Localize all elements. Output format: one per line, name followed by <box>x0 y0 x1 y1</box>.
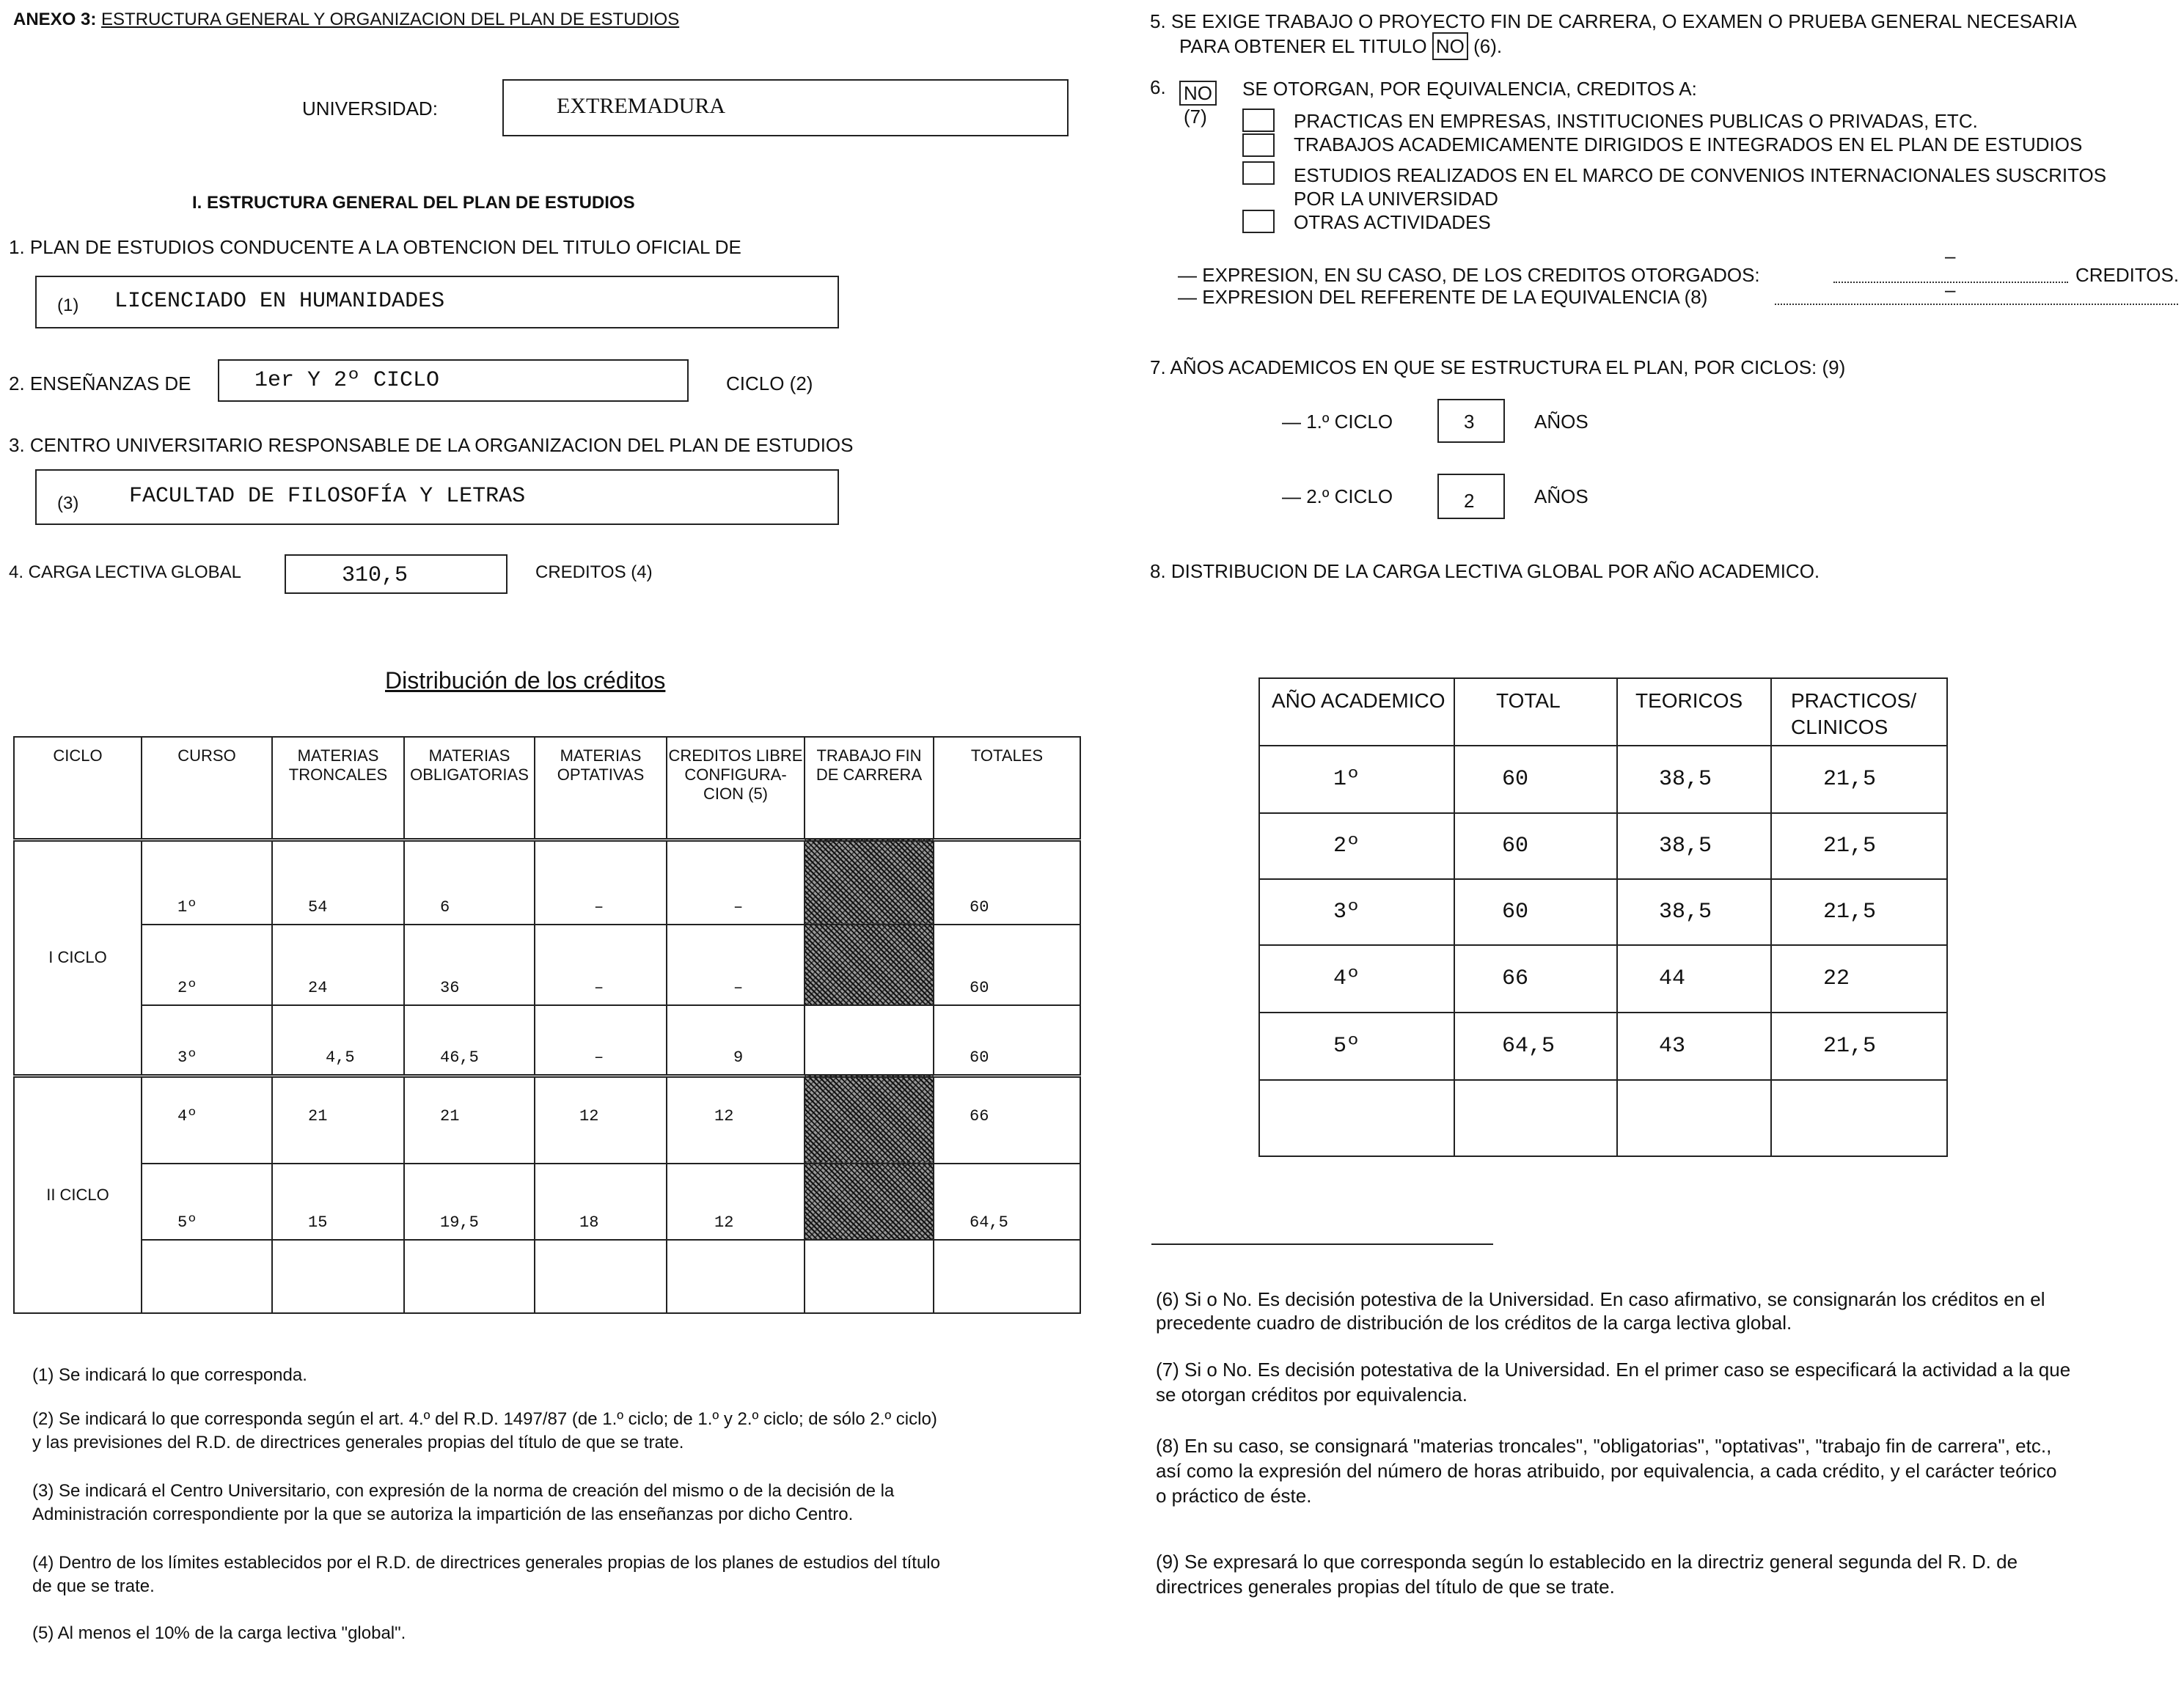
item3-label: 3. CENTRO UNIVERSITARIO RESPONSABLE DE LA ORGANIZACION DEL PLAN DE ESTUDIOS <box>9 434 854 456</box>
university-label: UNIVERSIDAD: <box>302 98 438 120</box>
item6-ref: (7) <box>1184 106 1207 128</box>
item4-suffix: CREDITOS (4) <box>535 562 653 582</box>
optativas-cell: 12 <box>535 1076 667 1164</box>
item6-answer-box: NO <box>1179 81 1217 106</box>
col-header-libre: CREDITOS LIBRE CONFIGURA- CION (5) <box>667 737 805 840</box>
trabajo-hatched-cell <box>805 1076 934 1164</box>
col-header-obligatorias: MATERIAS OBLIGATORIAS <box>404 737 535 840</box>
option-label: OTRAS ACTIVIDADES <box>1294 211 1491 233</box>
practicos-cell: 21,5 <box>1771 746 1947 813</box>
libre-cell: – <box>667 925 805 1005</box>
table-row <box>14 840 1080 925</box>
academic-year-table <box>1258 677 1948 1157</box>
item5-ref: (6). <box>1473 35 1503 57</box>
teoricos-cell: 38,5 <box>1617 746 1771 813</box>
total-cell: 60 <box>1454 813 1617 879</box>
practicos-cell: 21,5 <box>1771 813 1947 879</box>
footnote-4-cont: de que se trate. <box>32 1576 155 1596</box>
libre-cell: 12 <box>667 1076 805 1164</box>
col-header-troncales: MATERIAS TRONCALES <box>272 737 404 840</box>
col-header-totales: TOTALES <box>934 737 1080 840</box>
item5-label: PARA OBTENER EL TITULO <box>1179 35 1427 57</box>
footnote-9: (9) Se expresará lo que corresponda según lo establecido en la directriz general segunda del R. D. de <box>1156 1551 2018 1573</box>
university-box <box>502 79 1069 136</box>
troncales-cell: 4,5 <box>272 1005 404 1076</box>
col-header-ciclo: CICLO <box>14 737 142 840</box>
troncales-cell: 54 <box>272 840 404 925</box>
expr-credits-dash: – <box>1945 245 1956 267</box>
teoricos-cell: 43 <box>1617 1013 1771 1080</box>
table-row <box>1259 879 1947 945</box>
title-ref: (1) <box>57 295 79 315</box>
col-header-practicos: PRACTICOS/ CLINICOS <box>1771 678 1947 746</box>
troncales-cell: 24 <box>272 925 404 1005</box>
footnote-8: (8) En su caso, se consignará "materias troncales", "obligatorias", "optativas", "trabajo fin de carrera", etc., <box>1156 1435 2052 1457</box>
ciclo1-years: AÑOS <box>1534 411 1588 433</box>
curso-cell: 2º <box>142 925 272 1005</box>
year-cell: 5º <box>1259 1013 1454 1080</box>
year-cell: 3º <box>1259 879 1454 945</box>
center-value: FACULTAD DE FILOSOFÍA Y LETRAS <box>129 484 526 509</box>
ciclo2-value: 2 <box>1464 490 1475 512</box>
credits-box <box>285 554 507 594</box>
expr-reference-label: — EXPRESION DEL REFERENTE DE LA EQUIVALENCIA (8) <box>1178 286 1708 308</box>
expr-credits-label: — EXPRESION, EN SU CASO, DE LOS CREDITOS OTORGADOS: <box>1178 264 1760 286</box>
dist-header-row <box>14 737 1080 840</box>
item8-label: 8. DISTRIBUCION DE LA CARGA LECTIVA GLOBAL POR AÑO ACADEMICO. <box>1150 560 1820 582</box>
footnote-4: (4) Dentro de los límites establecidos por el R.D. de directrices generales propias de los planes de estudios del título <box>32 1553 940 1573</box>
table-row <box>1259 813 1947 879</box>
ciclo2-label: — 2.º CICLO <box>1282 485 1393 507</box>
totales-cell: 64,5 <box>934 1164 1080 1240</box>
ciclo2-box <box>1437 474 1505 519</box>
footnote-7: (7) Si o No. Es decisión potestativa de la Universidad. En el primer caso se especificará la actividad a la que <box>1156 1359 2071 1381</box>
credits-value: 310,5 <box>342 563 408 588</box>
totales-cell: 60 <box>934 925 1080 1005</box>
footnote-6-cont: precedente cuadro de distribución de los créditos de la carga lectiva global. <box>1156 1312 1792 1334</box>
libre-cell: 12 <box>667 1164 805 1240</box>
total-cell: 66 <box>1454 945 1617 1013</box>
footnote-divider <box>1151 1243 1493 1245</box>
expr-reference-dotted-line <box>1775 304 2178 305</box>
footnote-3: (3) Se indicará el Centro Universitario, con expresión de la norma de creación del mismo o de la decisión de la <box>32 1481 895 1501</box>
acad-header-row <box>1259 678 1947 746</box>
year-cell: 2º <box>1259 813 1454 879</box>
dist-title: Distribución de los créditos <box>385 667 666 694</box>
totales-cell: 66 <box>934 1076 1080 1164</box>
practicos-cell: 21,5 <box>1771 1013 1947 1080</box>
item7-label: 7. AÑOS ACADEMICOS EN QUE SE ESTRUCTURA EL PLAN, POR CICLOS: (9) <box>1150 356 1846 378</box>
trabajo-hatched-cell <box>805 1164 934 1240</box>
option-checkbox[interactable] <box>1242 161 1275 185</box>
col-header-trabajo: TRABAJO FIN DE CARRERA <box>805 737 934 840</box>
troncales-cell: 21 <box>272 1076 404 1164</box>
footnote-1: (1) Se indicará lo que corresponda. <box>32 1365 307 1385</box>
item4-label: 4. CARGA LECTIVA GLOBAL <box>9 562 242 582</box>
ciclo-2-cell: II CICLO <box>14 1076 142 1313</box>
footnote-5: (5) Al menos el 10% de la carga lectiva "global". <box>32 1623 406 1643</box>
total-cell: 60 <box>1454 879 1617 945</box>
optativas-cell: 18 <box>535 1164 667 1240</box>
total-cell: 60 <box>1454 746 1617 813</box>
curso-cell: 1º <box>142 840 272 925</box>
table-row <box>1259 945 1947 1013</box>
item5-line1: 5. SE EXIGE TRABAJO O PROYECTO FIN DE CARRERA, O EXAMEN O PRUEBA GENERAL NECESARIA <box>1150 10 2077 32</box>
col-header-teoricos: TEORICOS <box>1617 678 1771 746</box>
option-label-cont: POR LA UNIVERSIDAD <box>1294 188 1498 210</box>
ciclo2-years: AÑOS <box>1534 485 1588 507</box>
table-row <box>14 1164 1080 1240</box>
ciclo-1-cell: I CICLO <box>14 840 142 1076</box>
footnote-9-cont: directrices generales propias del título de que se trate. <box>1156 1576 1615 1598</box>
practicos-cell: 21,5 <box>1771 879 1947 945</box>
year-cell: 1º <box>1259 746 1454 813</box>
footnote-8-cont2: o práctico de éste. <box>1156 1485 1312 1507</box>
title-box <box>35 276 839 328</box>
ciclo1-label: — 1.º CICLO <box>1282 411 1393 433</box>
col-header-optativas: MATERIAS OPTATIVAS <box>535 737 667 840</box>
teoricos-cell: 44 <box>1617 945 1771 1013</box>
annex-label: ANEXO 3: <box>13 10 97 29</box>
section-title: I. ESTRUCTURA GENERAL DEL PLAN DE ESTUDIOS <box>192 193 635 213</box>
obligatorias-cell: 36 <box>404 925 535 1005</box>
annex-title: ESTRUCTURA GENERAL Y ORGANIZACION DEL PLAN DE ESTUDIOS <box>101 10 680 29</box>
col-header-total: TOTAL <box>1454 678 1617 746</box>
curso-cell: 4º <box>142 1076 272 1164</box>
item5-line2 <box>1179 32 1502 60</box>
title-value: LICENCIADO EN HUMANIDADES <box>114 289 445 314</box>
option-checkbox[interactable] <box>1242 133 1275 157</box>
item6-label: SE OTORGAN, POR EQUIVALENCIA, CREDITOS A: <box>1242 78 1697 100</box>
credit-distribution-table <box>13 736 1081 1314</box>
table-row <box>14 1076 1080 1164</box>
option-label: PRACTICAS EN EMPRESAS, INSTITUCIONES PUBLICAS O PRIVADAS, ETC. <box>1294 110 1978 132</box>
footnote-8-cont: así como la expresión del número de horas atribuido, por equivalencia, a cada crédito, y el carácter teórico <box>1156 1460 2057 1482</box>
curso-cell: 5º <box>142 1164 272 1240</box>
libre-cell: 9 <box>667 1005 805 1076</box>
university-value: EXTREMADURA <box>557 94 725 118</box>
table-row <box>1259 1013 1947 1080</box>
obligatorias-cell: 21 <box>404 1076 535 1164</box>
footnote-7-cont: se otorgan créditos por equivalencia. <box>1156 1384 1467 1406</box>
table-row-empty <box>14 1240 1080 1313</box>
item1-label: 1. PLAN DE ESTUDIOS CONDUCENTE A LA OBTENCION DEL TITULO OFICIAL DE <box>9 236 741 258</box>
libre-cell: – <box>667 840 805 925</box>
item6-num: 6. <box>1150 76 1166 98</box>
year-cell: 4º <box>1259 945 1454 1013</box>
optativas-cell: – <box>535 925 667 1005</box>
col-header-curso: CURSO <box>142 737 272 840</box>
table-row <box>1259 746 1947 813</box>
option-checkbox[interactable] <box>1242 109 1275 132</box>
item2-label: 2. ENSEÑANZAS DE <box>9 372 191 394</box>
totales-cell: 60 <box>934 840 1080 925</box>
expr-credits-suffix: CREDITOS. <box>2075 264 2180 286</box>
trabajo-hatched-cell <box>805 925 934 1005</box>
curso-cell: 3º <box>142 1005 272 1076</box>
table-row-empty <box>1259 1080 1947 1156</box>
item2-suffix: CICLO (2) <box>726 372 813 394</box>
obligatorias-cell: 19,5 <box>404 1164 535 1240</box>
col-header-year: AÑO ACADEMICO <box>1259 678 1454 746</box>
teaching-value: 1er Y 2º CICLO <box>254 368 440 393</box>
optativas-cell: – <box>535 840 667 925</box>
annex-heading <box>13 9 679 31</box>
option-label: ESTUDIOS REALIZADOS EN EL MARCO DE CONVENIOS INTERNACIONALES SUSCRITOS <box>1294 164 2107 186</box>
teaching-box <box>218 359 689 402</box>
teoricos-cell: 38,5 <box>1617 813 1771 879</box>
center-box <box>35 469 839 525</box>
teoricos-cell: 38,5 <box>1617 879 1771 945</box>
trabajo-empty-cell <box>805 1005 934 1076</box>
item5-answer-box: NO <box>1432 32 1468 60</box>
trabajo-hatched-cell <box>805 840 934 925</box>
center-ref: (3) <box>57 493 79 513</box>
table-row <box>14 925 1080 1005</box>
totales-cell: 60 <box>934 1005 1080 1076</box>
footnote-3-cont: Administración correspondiente por la que se autoriza la impartición de las enseñanzas por dicho Centro. <box>32 1505 854 1524</box>
footnote-2: (2) Se indicará lo que corresponda según el art. 4.º del R.D. 1497/87 (de 1.º ciclo; de 1.º y 2.º ciclo; de sólo 2.º ciclo) <box>32 1409 937 1429</box>
ciclo1-box <box>1437 399 1505 443</box>
optativas-cell: – <box>535 1005 667 1076</box>
expr-reference-dash: – <box>1945 279 1956 301</box>
ciclo1-value: 3 <box>1464 411 1475 433</box>
option-label: TRABAJOS ACADEMICAMENTE DIRIGIDOS E INTEGRADOS EN EL PLAN DE ESTUDIOS <box>1294 133 2083 155</box>
practicos-cell: 22 <box>1771 945 1947 1013</box>
footnote-6: (6) Si o No. Es decisión potestiva de la Universidad. En caso afirmativo, se consignarán los créditos en el <box>1156 1288 2045 1310</box>
option-checkbox[interactable] <box>1242 210 1275 233</box>
obligatorias-cell: 46,5 <box>404 1005 535 1076</box>
total-cell: 64,5 <box>1454 1013 1617 1080</box>
obligatorias-cell: 6 <box>404 840 535 925</box>
table-row <box>14 1005 1080 1076</box>
footnote-2-cont: y las previsiones del R.D. de directrices generales propias del título de que se trate. <box>32 1433 684 1452</box>
troncales-cell: 15 <box>272 1164 404 1240</box>
